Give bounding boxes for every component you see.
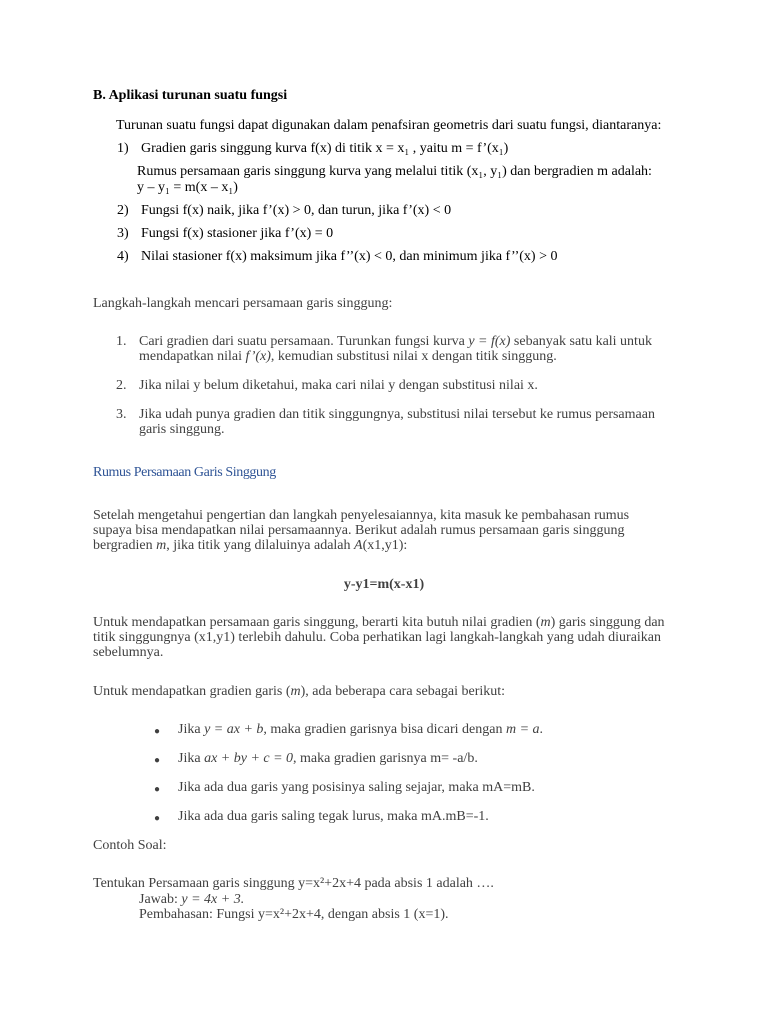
list-item: Fungsi f(x) naik, jika f’(x) > 0, dan turun, jika f’(x) < 0 [141,203,452,218]
contoh-heading: Contoh Soal: [93,838,167,853]
jawab-text: Jawab: y = 4x + 3. [139,892,245,907]
formula-centered: y-y1=m(x-x1) [343,577,425,592]
bullet-text: Jika ada dua garis saling tegak lurus, maka mA.mB=-1. [178,809,489,824]
paragraph-line: bergradien m, jika titik yang dilaluinya adalah A(x1,y1): [93,538,408,553]
paragraph-line: titik singgungnya (x1,y1) terlebih dahulu. Coba perhatikan lagi langkah-langkah yang udah diuraikan [93,630,662,645]
step-number: 1. [116,334,127,349]
step-text: Jika udah punya gradien dan titik singgungnya, substitusi nilai tersebut ke rumus persamaan [139,407,655,422]
step-text: mendapatkan nilai f’(x), kemudian substitusi nilai x dengan titik singgung. [139,349,557,364]
section-intro: Turunan suatu fungsi dapat digunakan dalam penafsiran geometris dari suatu fungsi, diantaranya: [116,118,662,133]
list-item: Fungsi f(x) stasioner jika f’(x) = 0 [141,226,334,241]
paragraph-line: Untuk mendapatkan persamaan garis singgung, berarti kita butuh nilai gradien (m) garis singgung dan [93,615,665,630]
bullet-icon: ● [154,784,161,795]
langkah-heading: Langkah-langkah mencari persamaan garis singgung: [93,296,393,311]
bullet-icon: ● [154,755,161,766]
list-number: 4) [117,249,129,264]
step-number: 3. [116,407,127,422]
bullet-icon: ● [154,813,161,824]
paragraph-line: supaya bisa mendapatkan nilai persamaannya. Berikut adalah rumus persamaan garis singgung [93,523,625,538]
bullet-text: Jika y = ax + b, maka gradien garisnya bisa dicari dengan m = a. [178,722,544,737]
bullet-text: Jika ada dua garis yang posisinya saling sejajar, maka mA=mB. [178,780,535,795]
paragraph-line: Setelah mengetahui pengertian dan langkah penyelesaiannya, kita masuk ke pembahasan rumus [93,508,630,523]
list-number: 2) [117,203,129,218]
rumus-section-heading: Rumus Persamaan Garis Singgung [93,465,276,480]
rumus-line: Rumus persamaan garis singgung kurva yang melalui titik (x₁, y₁) dan bergradien m adalah: [137,164,652,179]
paragraph-line: sebelumnya. [93,645,164,660]
step-number: 2. [116,378,127,393]
paragraph-line: Untuk mendapatkan gradien garis (m), ada beberapa cara sebagai berikut: [93,684,506,699]
rumus-formula: y – y₁ = m(x – x₁) [137,180,238,195]
soal-text: Tentukan Persamaan garis singgung y=x²+2x+4 pada absis 1 adalah …. [93,876,494,891]
list-item: Nilai stasioner f(x) maksimum jika f’’(x) < 0, dan minimum jika f’’(x) > 0 [141,249,558,264]
step-text: Cari gradien dari suatu persamaan. Turunkan fungsi kurva y = f(x) sebanyak satu kali untuk [139,334,652,349]
pembahasan-text: Pembahasan: Fungsi y=x²+2x+4, dengan absis 1 (x=1). [139,907,449,922]
bullet-text: Jika ax + by + c = 0, maka gradien garisnya m= -a/b. [178,751,478,766]
step-text: Jika nilai y belum diketahui, maka cari nilai y dengan substitusi nilai x. [139,378,538,393]
list-number: 3) [117,226,129,241]
section-heading: B. Aplikasi turunan suatu fungsi [93,88,288,103]
list-item: Gradien garis singgung kurva f(x) di titik x = x₁ , yaitu m = f’(x₁) [141,141,509,156]
step-text: garis singgung. [139,422,225,437]
bullet-icon: ● [154,726,161,737]
list-number: 1) [117,141,129,156]
